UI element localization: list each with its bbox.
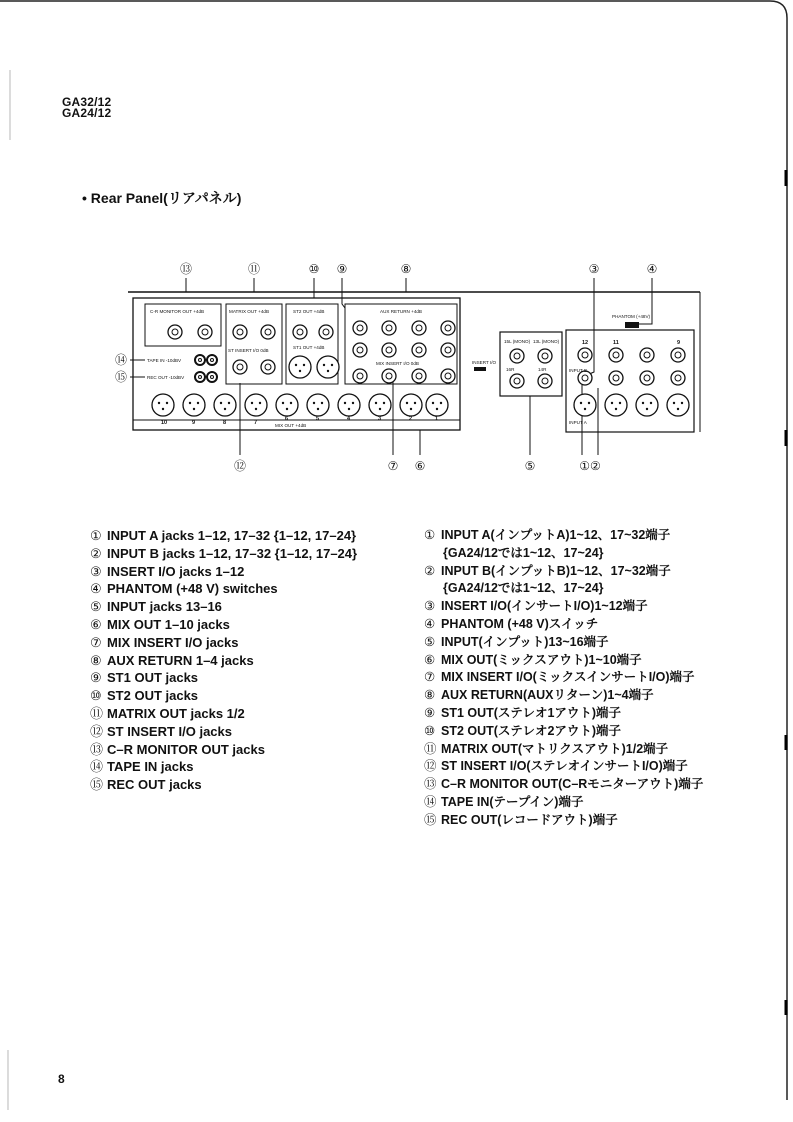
st-insert-label: ST INSERT I/O 0dB [228,348,269,353]
list-item: ⑬ C–R MONITOR OUT(C–Rモニターアウト)端子 [424,777,704,792]
list-item: ② INPUT B(インプットB)1~12、17~32端子 [424,563,671,578]
mix-out-number: 8 [223,420,227,426]
list-item: ⑧ AUX RETURN 1–4 jacks [90,652,254,668]
list-item: {GA24/12では1~12、17~24} [443,545,604,560]
list-item: ⑩ ST2 OUT(ステレオ2アウト)端子 [424,723,622,738]
list-item: ⑥ MIX OUT 1–10 jacks [90,616,230,632]
phantom-label: PHANTOM (+48V) [612,314,651,319]
list-item: ⑫ ST INSERT I/O jacks [90,723,232,739]
mix-out-number: 6 [285,416,289,422]
input-13-label: 13L (MONO) [533,339,560,344]
callout-14: ⑭ [114,353,127,367]
list-item: ② INPUT B jacks 1–12, 17–32 {1–12, 17–24} [90,545,358,561]
callout-9: ⑨ [336,262,348,276]
japanese-list [424,527,703,830]
mix-out-number: 9 [192,420,196,426]
list-item: ⑫ ST INSERT I/O(ステレオインサートI/O)端子 [424,759,688,774]
insert-io-label: INSERT I/O [472,360,497,365]
channel-12-label: 12 [582,340,589,346]
input-a-label: INPUT A [569,420,587,425]
model-name: GA32/12 [62,95,112,109]
list-item: ③ INSERT I/O(インサートI/O)1~12端子 [424,599,648,614]
list-item: ⑥ MIX OUT(ミックスアウト)1~10端子 [424,652,642,667]
channel-11-label: 11 [613,340,619,346]
list-item: ① INPUT A(インプットA)1~12、17~32端子 [424,528,671,542]
st1-out-label: ST1 OUT +4dB [293,345,325,350]
callout-5: ⑤ [524,459,536,473]
callout-6: ⑥ [414,459,426,473]
list-item: ⑦ MIX INSERT I/O(ミックスインサートI/O)端子 [424,670,695,685]
list-item: ⑬ C–R MONITOR OUT jacks [90,741,265,757]
callout-12: ⑫ [233,459,246,473]
list-item: ④ PHANTOM (+48 V)スイッチ [424,616,599,631]
list-item: {GA24/12では1~12、17~24} [443,581,604,596]
input-14-label: 14R [538,367,547,372]
list-item: ⑧ AUX RETURN(AUXリターン)1~4端子 [424,688,654,703]
input-15-label: 15L (MONO) [504,339,531,344]
input-b-label: INPUT B [569,368,588,373]
list-item: ⑦ MIX INSERT I/O jacks [90,634,239,650]
mix-out-number: 7 [254,420,258,426]
callout-13: ⑬ [179,262,192,276]
callout-1-2: ①② [579,459,601,473]
mix-out-number: 4 [347,416,351,422]
callout-10: ⑩ [308,262,320,276]
page-number: 8 [58,1072,65,1086]
mix-out-number: 1 [435,416,439,422]
callout-7: ⑦ [387,459,399,473]
callout-4: ④ [646,262,658,276]
tape-in-label: TAPE IN -10dBV [147,358,182,363]
mix-out-label: MIX OUT +4dB [275,423,307,428]
list-item: ⑨ ST1 OUT jacks [90,670,199,686]
callout-15: ⑮ [114,370,127,384]
list-item: ⑪ MATRIX OUT(マトリクスアウト)1/2端子 [424,741,669,756]
list-item: ⑮ REC OUT jacks [90,777,202,793]
list-item: ⑭ TAPE IN jacks [90,759,194,775]
callout-11: ⑪ [247,262,260,276]
aux-return-label: AUX RETURN +4dB [380,309,422,314]
list-item: ⑮ REC OUT(レコードアウト)端子 [424,812,618,827]
model-name: GA24/12 [62,106,112,120]
list-item: ⑩ ST2 OUT jacks [90,688,199,704]
mix-insert-label: MIX INSERT I/O 0dB [376,361,419,366]
mix-out-number: 3 [378,416,382,422]
input-16-label: 16R [506,367,515,372]
callout-3: ③ [588,262,600,276]
list-item: ⑭ TAPE IN(テープイン)端子 [424,794,584,809]
list-item: ⑤ INPUT(インプット)13~16端子 [424,634,609,649]
rec-out-label: REC OUT -10dBV [147,375,185,380]
mix-out-number: 10 [161,420,168,426]
cr-monitor-label: C-R MONITOR OUT +4dB [150,309,205,314]
list-item: ③ INSERT I/O jacks 1–12 [90,563,245,579]
matrix-out-label: MATRIX OUT +4dB [229,309,270,314]
st2-out-label: ST2 OUT +4dB [293,309,325,314]
list-item: ① INPUT A jacks 1–12, 17–32 {1–12, 17–24} [90,528,357,543]
english-list [90,527,357,794]
channel-9-label: 9 [677,340,681,346]
list-item: ⑤ INPUT jacks 13–16 [90,599,222,615]
mix-out-number: 5 [316,416,320,422]
list-item: ④ PHANTOM (+48 V) switches [90,581,278,597]
list-item: ⑪ MATRIX OUT jacks 1/2 [90,705,245,721]
callout-8: ⑧ [400,262,412,276]
section-title: • Rear Panel(リアパネル) [82,190,242,206]
mix-out-number: 2 [409,416,413,422]
list-item: ⑨ ST1 OUT(ステレオ1アウト)端子 [424,705,622,720]
